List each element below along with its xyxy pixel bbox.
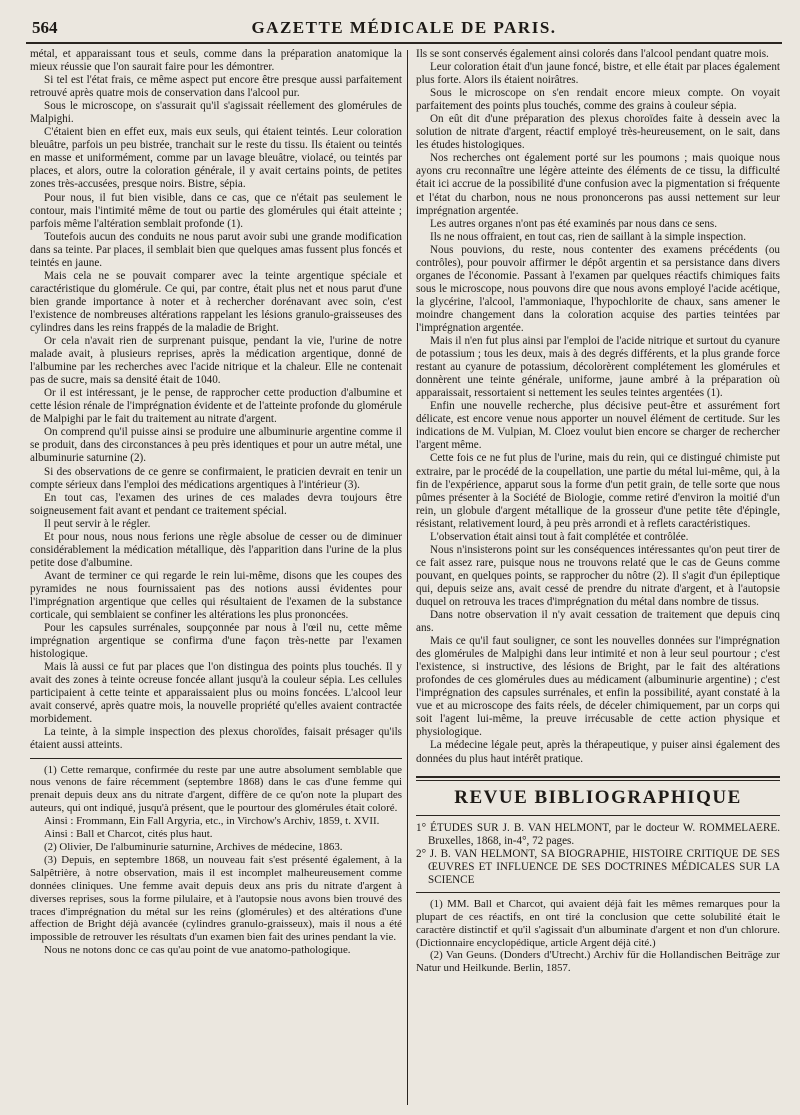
paragraph: Avant de terminer ce qui regarde le rein lui-même, disons que les coupes des pyramides ne nous fournissaient pas des notions aussi évidentes pour l'imprégnation argentique que celles qui résultaient de l'examen de la substance corticale, qui semblaient se confiner les altérations les plus prononcées. bbox=[30, 569, 402, 622]
paragraph: Pour nous, il fut bien visible, dans ce cas, que ce n'était pas seulement le contour, mais l'intimité même de tout ou partie des glomérules qui était atteinte ; parfois même l'altération semblait profonde (1). bbox=[30, 191, 402, 230]
paragraph: Nos recherches ont également porté sur les poumons ; mais quoique nous ayons cru reconnaître une légère atteinte des éléments de ce tissu, la difficulté était ici accrue de la possibilité d'une confusion avec la pigmentation si fréquente et l'état du charbon, nous ne nous prononcerons pas aussi nettement sur leur imprégnation argentée. bbox=[416, 152, 780, 217]
footnote: (2) Van Geuns. (Donders d'Utrecht.) Archiv für die Hollandischen Beiträge zur Natur und Heilkunde. Berlin, 1857. bbox=[416, 949, 780, 975]
heading-rule bbox=[416, 780, 780, 781]
footnote: (1) Cette remarque, confirmée du reste par une autre absolument semblable que nous venons de faire récemment (septembre 1868) dans le cas d'une femme qui prenait depuis deux ans du nitrate d'argent, diffère de ce qu'on note la plupart des auteurs, qui ont indiqué, jusqu'à présent, que le pourtour des glomérules était coloré. bbox=[30, 763, 402, 815]
paragraph: Mais ce qu'il faut souligner, ce sont les nouvelles données sur l'imprégnation des glomérules de Malpighi dans leur intimité et non à leur seul pourtour ; c'est l'existence, si instructive, des lésions de Bright, par le fait des altérations profondes de ces glomérules dues au médicament (albuminurie argentine) ; c'est l'imprégnation des capsules surrénales, et enfin la possibilité, ayant constaté à la vue et au microscope des faits réels, de déceler chimiquement, par un corps qui soit l'agent lui-même, la preuve irrécusable de cette action physique et physiologique. bbox=[416, 635, 780, 739]
paragraph: Enfin une nouvelle recherche, plus décisive peut-être et assurément fort délicate, est encore venue nous apporter un nouvel élément de certitude. Sur les indications de M. Vulpian, M. Cloez voulut bien encore se charger de rechercher l'argent même. bbox=[416, 400, 780, 452]
running-title: GAZETTE MÉDICALE DE PARIS. bbox=[251, 18, 557, 37]
footnote: (1) MM. Ball et Charcot, qui avaient déjà fait les mêmes remarques pour la plupart de ces réactifs, en ont tiré la conclusion que cette solubilité était le caractère distinctif et qu'il s'agissait d'un albuminate d'argent et non d'un chlorure. (Dictionnaire encyclopédique, article Argent déjà cité.) bbox=[416, 897, 780, 949]
column-divider bbox=[407, 50, 408, 1105]
paragraph: Mais il n'en fut plus ainsi par l'emploi de l'acide nitrique et surtout du cyanure de potassium ; tous les deux, mais à des degrés différents, et la plus grande force restant au cyanure de potassium, décolorèrent complétement les glomérules et donnèrent une teinte générale, uniforme, jaune ambré à la préparation où apparaissait, ressortaient si nettement les seules teintes argentées (1). bbox=[416, 335, 780, 400]
paragraph: Et pour nous, nous nous ferions une règle absolue de cesser ou de diminuer considérablement la médication métallique, dès l'apparition dans l'urine de la plus petite dose d'albumine. bbox=[30, 530, 402, 569]
paragraph: Nous pouvions, du reste, nous contenter des examens précédents (ou contrôles), pour pouvoir affirmer le dépôt argentin et sa persistance dans divers organes de l'économie. Passant à l'examen par quelques réactifs chimiques faits sous le microscope, nous pouvons dire que nous avons employé l'acide acétique, la glycérine, l'alcool, l'ammoniaque, l'hypochlorite de chaux, sans amener le moindre changement dans la coloration acquise des parties teintées par l'imprégnation argentée. bbox=[416, 243, 780, 334]
paragraph: On comprend qu'il puisse ainsi se produire une albuminurie argentine comme il se produit, dans des circonstances à peu près identiques et pour un autre métal, une albuminurie saturnine (2). bbox=[30, 426, 402, 465]
paragraph: La teinte, à la simple inspection des plexus choroïdes, faisait présager qu'ils étaient aussi atteints. bbox=[30, 726, 402, 752]
footnote: (3) Depuis, en septembre 1868, un nouveau fait s'est présenté également, à la Salpêtrière, à notre observation, mais il est incomplet malheureusement comme données cliniques. Une femme avait depuis deux ans pris du nitrate d'argent à diverses reprises, sous la forme pilulaire, et à l'autopsie nous avons bien trouvé des traces d'imprégnation du métal sur les reins (glomérules) et des altérations d'une affection de Bright déjà avancée (cylindres granulo-graisseux), mais il nous a été impossible de retrouver les résultats d'un examen bien fait des urines pendant la vie. bbox=[30, 853, 402, 944]
left-column bbox=[30, 48, 402, 1109]
paragraph: On eût dit d'une préparation des plexus choroïdes faite à dessein avec la solution de nitrate d'argent, réactif employé très-heureusement, on le sait, dans les études histologiques. bbox=[416, 113, 780, 152]
paragraph: Il peut servir à le régler. bbox=[44, 517, 151, 530]
page-number: 564 bbox=[32, 18, 58, 37]
footnote-separator bbox=[416, 892, 780, 893]
page-header bbox=[26, 14, 782, 44]
paragraph: Ils se sont conservés également ainsi colorés dans l'alcool pendant quatre mois. bbox=[416, 48, 769, 60]
paragraph: Ils ne nous offraient, en tout cas, rien de saillant à la simple inspection. bbox=[430, 230, 746, 243]
paragraph: Mais là aussi ce fut par places que l'on distingua des points plus touchés. Il y avait des zones à teinte ocreuse foncée allant jusqu'à la couleur sépia. Les cellules participaient à cette teinte et apparaissaient plus ou moins foncées. L'alcool leur avait conservé, après quatre mois, la nouvelle propriété qu'elles avaient contractée morbidement. bbox=[30, 661, 402, 726]
footnote: (2) Olivier, De l'albuminurie saturnine, Archives de médecine, 1863. bbox=[44, 840, 343, 853]
paragraph: Sous le microscope on s'en rendait encore mieux compte. On voyait parfaitement des points plus touchés, comme des grains à couleur sépia. bbox=[416, 87, 780, 113]
paragraph: Nous n'insisterons point sur les conséquences intéressantes qu'on peut tirer de ce fait assez rare, puisque nous ne trouvons relaté que le cas de Geuns comme pouvant, en quelques points, se rapprocher du nôtre (2). Il s'agit d'un épileptique qui, depuis seize ans, avait cessé de prendre du nitrate d'argent, et à l'autopsie duquel on retrouva les traces d'imprégnation du métal dans nombre de tissus. bbox=[416, 543, 780, 608]
footnote: Nous ne notons donc ce cas qu'au point de vue anatomo-pathologique. bbox=[44, 944, 351, 957]
paragraph: Sous le microscope, on s'assurait qu'il s'agissait réellement des glomérules de Malpighi. bbox=[30, 100, 402, 126]
paragraph: Or cela n'avait rien de surprenant puisque, pendant la vie, l'urine de notre malade avait, à plusieurs reprises, après la médication argentique, donné de l'albumine par les recherches avec l'acide nitrique et la chaleur. Elle ne contenait pas de sucre, mais sa densité était de 1040. bbox=[30, 335, 402, 387]
paragraph: Dans notre observation il n'y avait cessation de traitement que depuis cinq ans. bbox=[416, 609, 780, 635]
paragraph: Si des observations de ce genre se confirmaient, le praticien devrait en tenir un compte sérieux dans l'emploi des médications argentiques à l'intérieur (3). bbox=[30, 465, 402, 491]
paragraph: La médecine légale peut, après la thérapeutique, y puiser ainsi également des données du plus haut intérêt pratique. bbox=[416, 739, 780, 765]
paragraph: Si tel est l'état frais, ce même aspect put encore être presque aussi parfaitement retrouvé après quatre mois de conservation dans l'alcool pur. bbox=[30, 74, 402, 100]
footnote: Ainsi : Frommann, Ein Fall Argyria, etc., in Virchow's Archiv, 1859, t. XVII. bbox=[44, 815, 380, 828]
paragraph: Pour les capsules surrénales, soupçonnée par nous à l'œil nu, cette même imprégnation argentique se confirma d'une façon très-nette par l'examen histologique. bbox=[30, 622, 402, 661]
paragraph: métal, et apparaissant tous et seuls, comme dans la préparation anatomique la mieux réussie que l'on saurait faire pour les démontrer. bbox=[30, 48, 402, 74]
heading-rule bbox=[416, 776, 780, 778]
paragraph: Mais cela ne se pouvait comparer avec la teinte argentique spéciale et caractéristique du glomérule. Ce qui, par contre, était plus net et nous parut d'une bien grande importance à noter et à rechercher dorénavant avec soin, c'est l'existence de nombreuses altérations rappelant les lésions granulo-graisseuses des cylindres dans les reins frappés de la maladie de Bright. bbox=[30, 269, 402, 334]
bibliography bbox=[416, 822, 780, 887]
paragraph: L'observation était ainsi tout à fait complétée et contrôlée. bbox=[430, 530, 689, 543]
footnote: Ainsi : Ball et Charcot, cités plus haut. bbox=[44, 828, 213, 841]
paragraph: Leur coloration était d'un jaune foncé, bistre, et elle était par places également plus forte. Alors ils étaient noirâtres. bbox=[416, 61, 780, 87]
bibliography-entry: 1° ÉTUDES SUR J. B. VAN HELMONT, par le docteur W. ROMMELAERE. Bruxelles, 1868, in-4°, 72 pages. bbox=[416, 821, 780, 847]
section-heading-block bbox=[416, 776, 780, 816]
section-heading: REVUE BIBLIOGRAPHIQUE bbox=[454, 786, 742, 808]
paragraph: Cette fois ce ne fut plus de l'urine, mais du rein, qui ce distingué chimiste put extraire, par le procédé de la coupellation, une partie du métal lui-même, qui, à la fin de l'expérience, apparut sous la forme d'un petit grain, de telle sorte que nous pûmes présenter à la Société de Biologie, comme retiré d'environ la moitié d'un rein, un globule d'argent métallique de la grosseur d'une petite tête d'épingle, résistant, relativement lourd, à peu près arrondi et à reflets caractéristiques. bbox=[416, 452, 780, 530]
bibliography-entry: 2° J. B. VAN HELMONT, SA BIOGRAPHIE, HISTOIRE CRITIQUE DE SES ŒUVRES ET INFLUENCE DE SES DOCTRINES MÉDICALES SUR LA SCIENCE bbox=[416, 847, 780, 886]
paragraph: En tout cas, l'examen des urines de ces malades devra toujours être soigneusement fait avant et pendant ce traitement spécial. bbox=[30, 491, 402, 517]
footnote-separator bbox=[30, 758, 402, 759]
right-column bbox=[416, 48, 780, 1109]
paragraph: Toutefois aucun des conduits ne nous parut avoir subi une grande modification dans sa teinte. Par places, il semblait bien que quelques amas fussent plus foncés et teintés en jaune. bbox=[30, 230, 402, 269]
paragraph: Or il est intéressant, je le pense, de rapprocher cette production d'albumine et cette lésion rénale de l'imprégnation évidente et de l'atteinte profonde du glomérule de Malpighi par le fait du traitement au nitrate d'argent. bbox=[30, 387, 402, 426]
paragraph: C'étaient bien en effet eux, mais eux seuls, qui étaient teintés. Leur coloration bleuâtre, parfois un peu bistrée, tranchait sur le reste du tissu. Ils étaient ou teintés en masse et uniformément, comme par un lavage bleuâtre, violacé, ou teintés par places, et alors, outre la coloration générale, il y avait certains points, de petites zones très-accusées, presque noirs. Bistre, sépia. bbox=[30, 126, 402, 191]
paragraph: Les autres organes n'ont pas été examinés par nous dans ce sens. bbox=[430, 217, 718, 230]
heading-rule bbox=[416, 815, 780, 816]
